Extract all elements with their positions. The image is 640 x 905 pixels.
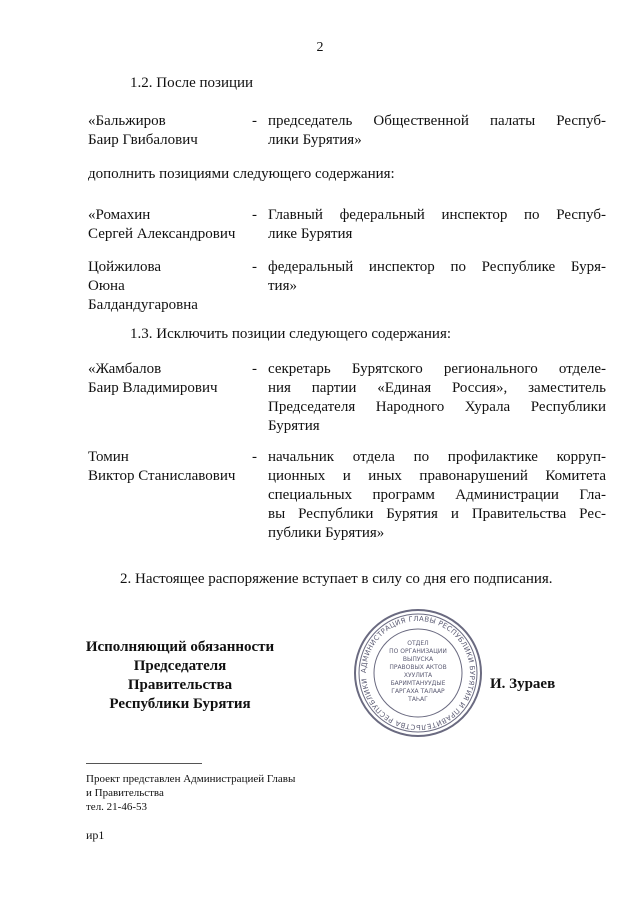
dash-separator: -: [252, 361, 257, 377]
person-name: «Ромахин Сергей Александрович: [88, 207, 236, 242]
svg-text:ТАҺАГ: ТАҺАГ: [408, 696, 428, 703]
page-number: 2: [316, 40, 324, 55]
svg-text:АДМИНИСТРАЦИЯ ГЛАВЫ РЕСПУБЛИКИ: АДМИНИСТРАЦИЯ ГЛАВЫ РЕСПУБЛИКИ БУРЯТИЯ И ПРАВИТЕЛЬСТВА РЕСПУБЛИКИ: [359, 614, 477, 732]
svg-text:ПРАВОВЫХ АКТОВ: ПРАВОВЫХ АКТОВ: [389, 664, 447, 671]
item-1-2-heading: 1.2. После позиции: [130, 75, 254, 91]
person-name: «Жамбалов Баир Владимирович: [88, 361, 218, 396]
svg-text:ВЫПУСКА: ВЫПУСКА: [402, 656, 434, 663]
official-seal: [352, 607, 484, 739]
person-entry-tomin: [88, 448, 608, 548]
person-entry-tsoizhilova: [88, 258, 608, 318]
person-position: секретарь Бурятского регионального отделе- ния партии «Единая Россия», заместитель Председателя Народного Хурала Республики Бурятия: [268, 361, 606, 434]
svg-text:ОТДЕЛ: ОТДЕЛ: [407, 640, 429, 647]
dash-separator: -: [252, 259, 257, 275]
signatory-title: Исполняющий обязанности Председателя Правительства Республики Бурятия: [85, 639, 275, 712]
person-entry-balzhirov: [88, 112, 608, 152]
svg-text:ГАРГАХА ТАЛААР: ГАРГАХА ТАЛААР: [391, 688, 445, 695]
person-position: федеральный инспектор по Республике Буря- тия»: [268, 259, 606, 294]
dash-separator: -: [252, 207, 257, 223]
signatory-name: И. Зураев: [490, 676, 556, 692]
person-position: председатель Общественной палаты Респуб- лики Бурятия»: [268, 113, 606, 148]
svg-text:ПО ОРГАНИЗАЦИИ: ПО ОРГАНИЗАЦИИ: [389, 648, 447, 655]
person-name: «Бальжиров Баир Гвибалович: [88, 113, 198, 148]
item-1-3-heading: 1.3. Исключить позиции следующего содержания:: [130, 326, 452, 342]
svg-text:БАРИМТАНУУДЫЕ: БАРИМТАНУУДЫЕ: [390, 680, 446, 687]
document-code: ир1: [86, 828, 105, 842]
footer-note: Проект представлен Администрацией Главы и Правительства тел. 21-46-53: [86, 773, 296, 813]
supplement-text: дополнить позициями следующего содержания:: [88, 166, 395, 182]
dash-separator: -: [252, 449, 257, 465]
person-entry-zhambalov: [88, 360, 608, 440]
item-2-text: 2. Настоящее распоряжение вступает в силу со дня его подписания.: [120, 571, 553, 587]
person-position: Главный федеральный инспектор по Респуб- лике Бурятия: [268, 207, 606, 242]
dash-separator: -: [252, 113, 257, 129]
svg-text:ХУУЛИТА: ХУУЛИТА: [403, 672, 433, 679]
person-name: Томин Виктор Станиславович: [88, 449, 236, 484]
person-entry-romakhin: [88, 206, 608, 246]
person-name: Цойжилова Оюна Балдандугаровна: [88, 259, 198, 313]
footer-divider: [86, 763, 202, 764]
person-position: начальник отдела по профилактике корруп- ционных и иных правонарушений Комитета специальных программ Администрации Гла- вы Республики Бурятия и Правительства Рес- публики Бурятия»: [268, 449, 606, 541]
